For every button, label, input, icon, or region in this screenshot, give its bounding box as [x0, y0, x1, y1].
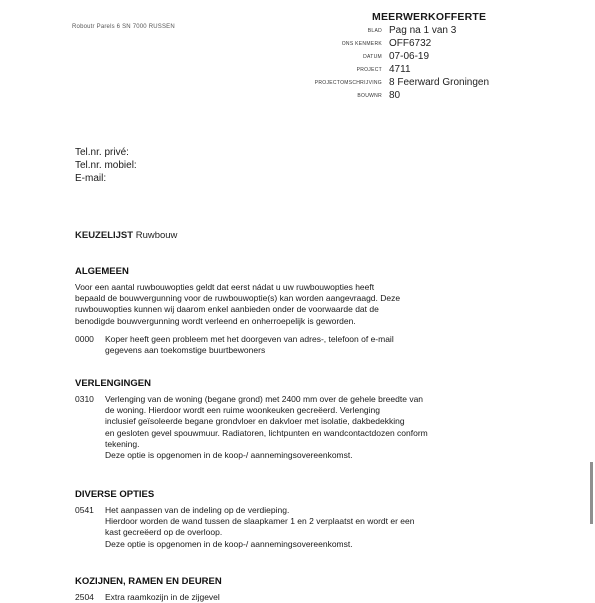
- meta-value: 8 Feerward Groningen: [389, 77, 490, 88]
- document-meta: [300, 24, 560, 102]
- option-line: de woning. Hierdoor wordt een ruime woonkeuken gecreëerd. Verlenging: [105, 405, 381, 416]
- section-extensions: [75, 378, 455, 461]
- meta-value: Pag na 1 van 3: [389, 25, 457, 36]
- section-general: [75, 266, 455, 356]
- contact-fields: [75, 146, 137, 185]
- section-title: ALGEMEEN: [75, 266, 129, 277]
- meta-row-building-number: [300, 89, 560, 102]
- intro-line: Voor een aantal ruwbouwopties geldt dat eerst nádat u uw ruwbouwopties heeft: [75, 282, 375, 292]
- option-line: Hierdoor worden de wand tussen de slaapkamer 1 en 2 verplaatst en wordt er een: [105, 516, 415, 527]
- meta-row-date: [300, 50, 560, 63]
- section-title: KOZIJNEN, RAMEN EN DEUREN: [75, 576, 222, 587]
- meta-label: PROJECT: [356, 66, 382, 73]
- option-item: [75, 334, 455, 356]
- option-item: [75, 394, 455, 461]
- meta-label: BOUWNR: [357, 92, 382, 99]
- intro-line: ruwbouwopties kunnen wij daarom enkel aanbieden onder de voorwaarde dat de: [75, 304, 379, 315]
- option-code: 0541: [75, 505, 94, 515]
- phone-mobile-label: Tel.nr. mobiel:: [75, 160, 137, 171]
- option-line: Extra raamkozijn in de zijgevel: [105, 592, 220, 602]
- option-line: Koper heeft geen probleem met het doorgeven van adres-, telefoon of e-mail: [105, 333, 394, 344]
- option-code: 2504: [75, 592, 94, 602]
- option-line: kast gecreëerd op de overloop.: [105, 527, 223, 538]
- choice-list-subtitle: Ruwbouw: [135, 230, 178, 241]
- meta-row-reference: [300, 37, 560, 50]
- option-description: [105, 592, 450, 603]
- option-line: Verlenging van de woning (begane grond) met 2400 mm over de gehele breedte van: [105, 394, 424, 404]
- section-frames-windows-doors: [75, 576, 455, 603]
- option-description: [105, 394, 450, 461]
- option-item: [75, 505, 455, 550]
- option-item: [75, 592, 455, 603]
- choice-list-title: KEUZELIJST: [75, 230, 134, 241]
- option-line: inclusief geïsoleerde begane grondvloer en dakvloer met isolatie, dakbedekking: [105, 416, 405, 427]
- meta-value: 07-06-19: [389, 51, 430, 62]
- option-code: 0000: [75, 333, 94, 344]
- document-title: MEERWERKOFFERTE: [372, 11, 487, 23]
- section-intro: [75, 282, 435, 327]
- meta-row-page: [300, 24, 560, 37]
- meta-row-project-description: [300, 76, 560, 89]
- meta-label: ONS KENMERK: [341, 40, 382, 47]
- option-line: Deze optie is opgenomen in de koop-/ aannemingsovereenkomst.: [105, 538, 353, 549]
- option-code: 0310: [75, 394, 94, 404]
- option-line: Het aanpassen van de indeling op de verdieping.: [105, 505, 290, 515]
- option-line: tekening.: [105, 438, 140, 449]
- scan-edge-mark: [590, 462, 593, 524]
- section-title: VERLENGINGEN: [75, 378, 152, 389]
- option-description: [105, 334, 450, 356]
- intro-line: bepaald de bouwvergunning voor de ruwbouwoptie(s) kan worden aangevraagd. Deze: [75, 293, 401, 304]
- meta-value: OFF6732: [389, 38, 432, 49]
- section-title: DIVERSE OPTIES: [75, 489, 155, 500]
- choice-list-heading: [75, 230, 177, 241]
- section-miscellaneous: [75, 489, 455, 550]
- option-line: gegevens aan toekomstige buurtbewoners: [105, 345, 266, 356]
- meta-value: 4711: [389, 64, 411, 75]
- phone-private-label: Tel.nr. privé:: [75, 147, 129, 158]
- option-line: en gesloten gevel spouwmuur. Radiatoren, lichtpunten en wandcontactdozen conform: [105, 427, 428, 438]
- email-label: E-mail:: [75, 173, 107, 184]
- option-line: Deze optie is opgenomen in de koop-/ aannemingsovereenkomst.: [105, 450, 353, 461]
- meta-label: DATUM: [363, 53, 382, 60]
- sender-address: Roboutr Parels 6 SN 7000 RUSSEN: [72, 24, 175, 30]
- meta-value: 80: [389, 90, 401, 101]
- intro-line: benodigde bouwvergunning wordt verleend en onherroepelijk is geworden.: [75, 315, 356, 326]
- meta-label: PROJECTOMSCHRIJVING: [314, 79, 382, 86]
- option-description: [105, 505, 450, 550]
- meta-label: BLAD: [367, 27, 382, 34]
- meta-row-project: [300, 63, 560, 76]
